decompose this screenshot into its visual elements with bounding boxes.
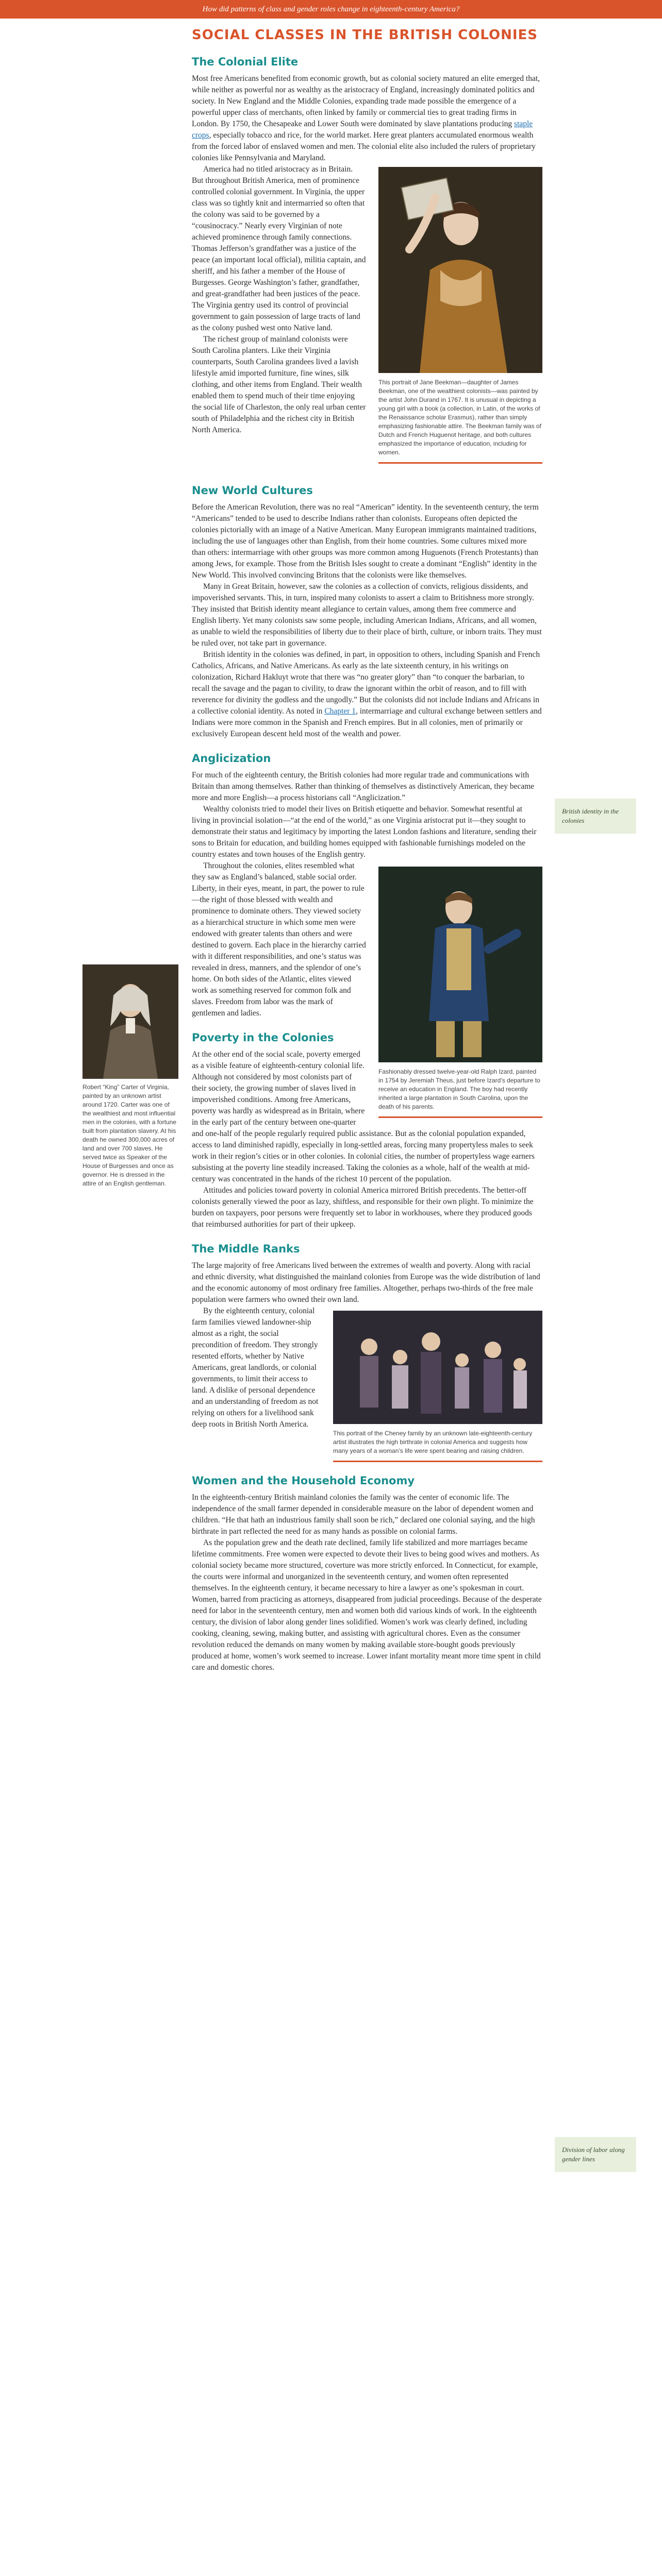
paragraph: British identity in the colonies was defined, in part, in opposition to others, including Spanish and French Catholics, Africans, and Native Americans. As early as the late sixteenth century, in his writings on colonization, Richard Hakluyt wrote that there was “no greater glory” than “to conquer the barbarian, to recall the savage and the pagan to civility, to draw the ignorant within the orbit of reason, and to fill with reverence for divinity the godless and the ungodly.” But the colonists did not include Indians and Africans in a collective colonial identity. As noted in Chapter 1, intermarriage and cultural exchange between settlers and Indians were more common in the Spanish and French empires. But in all colonies, men of primarily or exclusively European descent held most of the wealth and power.	[192, 650, 542, 738]
paragraph: For much of the eighteenth century, the British colonies had more regular trade and communications with Britain than among themselves. Rather than thinking of themselves as distinctively American, they became more and more English—a process historians call “Anglicization.”	[192, 771, 535, 802]
paragraph: As the population grew and the death rate declined, family life stabilized and more marriages became lifetime commitments. Free women were expected to devote their lives to being good wives and mothers. As colonial society became more structured, coverture was more strictly enforced. In Connecticut, for example, the courts were informal and unorganized in the seventeenth century, and women often represented themselves. In the eighteenth century, it became necessary to hire a lawyer as one’s spokesman in court. Women, barred from practicing as attorneys, disappeared from judicial proceedings. Because of the desperate need for labor in the seventeenth century, men and women both did various kinds of work. In the eighteenth century, the division of labor along gender lines solidified. Women’s work was clearly defined, including cooking, cleaning, sewing, making butter, and assisting with agricultural chores. Even as the consumer revolution reduced the demands on many women by making available store-bought goods previously produced at home, women’s work seemed to increase. Lower infant mortality meant more time spent in child care and domestic chores.	[192, 1538, 542, 1672]
figure-king-carter	[82, 964, 178, 1188]
section-heading-anglicization: Anglicization	[192, 752, 271, 765]
portrait-image	[82, 964, 178, 1079]
figure-caption: Robert “King” Carter of Virginia, painted by an unknown artist around 1720. Carter was one of the wealthiest and most influential men in the colonies, with a fortune built from plantation slavery. At his death he owned 300,000 acres of land and over 700 slaves. He served twice as Speaker of the House of Burgesses and once as governor. He is dressed in the attire of an English gentleman.	[82, 1083, 177, 1187]
figure-caption: This portrait of the Cheney family by an unknown late-eighteenth-century artist illustrates the high birthrate in colonial America and suggests how many years of a woman’s life were spent bearing and raising children.	[333, 1424, 542, 1462]
main-column	[192, 27, 542, 1673]
paragraph: By the eighteenth century, colonial farm families viewed landowner-ship almost as a right, the social precondition of freedom. They strongly resented efforts, whether by Native Americans, great landlords, or colonial governments, to limit their access to land. A dislike of personal dependence and an understanding of freedom as not relying on others for a livelihood sank deep roots in British North America.	[192, 1307, 319, 1429]
paragraph: At the other end of the social scale, poverty emerged as a visible feature of eighteenth-century colonial life. Although not considered by most colonists part of their society, the growing number of slaves lived in impoverished conditions. Among free Americans, poverty was hardly as widespread as in Britain, where in the early part of the century between one-quarter and one-half of the people regularly required public assistance. But as the colonial population expanded, access to land diminished rapidly, especially in long-settled areas, forcing many propertyless males to seek work in their region’s cities or in other colonies. In colonial cities, the number of propertyless wage earners subsisting at the poverty line steadily increased. Taking the colonies as a whole, half of the wealth at mid-century was concentrated in the hands of the richest 10 percent of the population.	[192, 1050, 535, 1183]
figure-caption: This portrait of Jane Beekman—daughter of James Beekman, one of the wealthiest colonists—was painted by the artist John Durand in 1767. It is unusual in depicting a young girl with a book (a collection, in Latin, of the works of the Renaissance scholar Erasmus), rather than simply emphasizing fashionable attire. The Beekman family was of Dutch and French Huguenot heritage, and both cultures emphasized the importance of education, including for women.	[378, 373, 542, 464]
figure-caption: Fashionably dressed twelve-year-old Ralph Izard, painted in 1754 by Jeremiah Theus, just before Izard’s departure to receive an education in England. The boy had recently inherited a large plantation in South Carolina, upon the death of his parents.	[378, 1062, 542, 1118]
glossary-link-staple-crops[interactable]: staple crops	[192, 120, 533, 140]
paragraph: In the eighteenth-century British mainland colonies the family was the center of economic life. The independence of the small farmer depended in considerable measure on the labor of dependent women and children. “He that hath an industrious family shall soon be rich,” declared one colonial saying, and the high birthrate in part reflected the need for as many hands as possible on colonial farms.	[192, 1493, 535, 1536]
figure-ralph-izard	[378, 867, 542, 1118]
portrait-man-with-wig	[82, 964, 178, 1079]
portrait-family-group	[333, 1311, 542, 1424]
portrait-girl-with-book	[378, 167, 542, 373]
section-heading-women-household-economy: Women and the Household Economy	[192, 1475, 415, 1487]
paragraph: The large majority of free Americans lived between the extremes of wealth and poverty. Along with racial and ethnic diversity, what distinguished the mainland colonies from Europe was the wide distribution of land and the economic autonomy of most ordinary free families. Altogether, perhaps two-thirds of the free male population were farmers who owned their own land.	[192, 1261, 540, 1304]
margin-note-division-of-labor: Division of labor along gender lines	[555, 2137, 636, 2172]
paragraph: Many in Great Britain, however, saw the colonies as a collection of convicts, religious dissidents, and impoverished servants. This, in turn, inspired many colonists to assert a claim to Britishness more strongly. They insisted that British identity meant allegiance to certain values, among them free commerce and English liberty. Yet many colonists saw some people, including American Indians, Africans, and all women, as unable to wield the responsibilities of liberty due to their place of birth, culture, or inborn traits. They must be ruled over, not take part in governance.	[192, 582, 542, 648]
chapter-question-banner: How did patterns of class and gender roles change in eighteenth-century America?	[0, 0, 662, 19]
portrait-image	[378, 867, 542, 1062]
paragraph: The richest group of mainland colonists were South Carolina planters. Like their Virginia counterparts, South Carolina grandees lived a lavish lifestyle amid imported furniture, fine wines, silk clothing, and other items from England. Their wealth enabled them to spend much of their time enjoying the social life of Charleston, the only real urban center south of Philadelphia and the richest city in British North America.	[192, 335, 366, 434]
family-portrait-image	[333, 1311, 542, 1424]
section-heading-poverty: Poverty in the Colonies	[192, 1031, 334, 1044]
section-heading-new-world-cultures: New World Cultures	[192, 484, 313, 497]
figure-jane-beekman	[378, 167, 542, 464]
paragraph: Before the American Revolution, there was no real “American” identity. In the seventeenth century, the term “Americans” tended to be used to describe Indians rather than colonists. Europeans often depicted the colonies pictorially with an image of a Native American. Many European immigrants maintained traditions, including the use of languages other than English, from their home countries. Some cultures mixed more than others: intermarriage with other groups was more common among Huguenots (French Protestants) than among Jews, for example. Those from the British Isles sought to create a dominant “English” identity in the New World. This involved convincing Britons that the colonists were like themselves.	[192, 503, 539, 580]
paragraph: America had no titled aristocracy as in Britain. But throughout British America, men of prominence controlled colonial government. In Virginia, the upper class was so tightly knit and intermarried so often that the colony was said to be governed by a “cousinocracy.” Nearly every Virginian of note achieved prominence through family connections. Thomas Jefferson’s grandfather was a justice of the peace (an important local official), militia captain, and sheriff, and his father a member of the House of Burgesses. George Washington’s father, grandfather, and great-grandfather had been justices of the peace. The Virginia gentry used its control of provincial government to gain possession of large tracts of land as the colony pushed west onto Native land.	[192, 165, 366, 332]
portrait-image	[378, 167, 542, 373]
paragraph: Throughout the colonies, elites resembled what they saw as England’s balanced, stable social order. Liberty, in their eyes, meant, in part, the power to rule—the right of those blessed with wealth and prominence to dominate others. They viewed society as a hierarchical structure in which some men were endowed with greater talents than others and were destined to govern. Each place in the hierarchy carried with it different responsibilities, and one’s status was revealed in dress, manners, and the splendor of one’s home. On both sides of the Atlantic, elites viewed work as something reserved for common folk and slaves. Freedom from labor was the mark of gentlemen and ladies.	[192, 861, 366, 1018]
chapter-1-link[interactable]: Chapter 1	[324, 707, 356, 716]
paragraph: Wealthy colonists tried to model their lives on British etiquette and behavior. Somewhat resentful at living in provincial isolation—“at the end of the world,” as one Virginia aristocrat put it—they sought to demonstrate their status and legitimacy by importing the latest London fashions and literature, sending their sons to Britain for education, and building homes equipped with fashionable furnishings modeled on the country estates and town houses of the English gentry.	[192, 805, 537, 859]
paragraph: Attitudes and policies toward poverty in colonial America mirrored British precedents. The better-off colonists generally viewed the poor as lazy, shiftless, and responsible for their own plight. To minimize the burden on taxpayers, poor persons were frequently set to labor in workhouses, where they produced goods that reimbursed authorities for part of their upkeep.	[192, 1186, 534, 1229]
section-heading-colonial-elite: The Colonial Elite	[192, 56, 299, 68]
portrait-boy-in-blue-coat	[378, 867, 542, 1062]
paragraph: Most free Americans benefited from economic growth, but as colonial society matured an elite emerged that, while neither as powerful nor as wealthy as the aristocracy of England, increasingly dominated politics and society. In New England and the Middle Colonies, expanding trade made possible the emergence of a powerful upper class of merchants, often linked by family or commercial ties to great trading firms in London. By 1750, the Chesapeake and Lower South were dominated by slave plantations producing staple crops, especially tobacco and rice, for the world market. Here great planters accumulated enormous wealth from the forced labor of enslaved women and men. The colonial elite also included the rulers of proprietary colonies like Pennsylvania and Maryland.	[192, 74, 540, 162]
section-heading-middle-ranks: The Middle Ranks	[192, 1243, 300, 1255]
figure-cheney-family	[333, 1311, 542, 1462]
page-title: SOCIAL CLASSES IN THE BRITISH COLONIES	[192, 27, 538, 43]
margin-note-british-identity: British identity in the colonies	[555, 799, 636, 834]
